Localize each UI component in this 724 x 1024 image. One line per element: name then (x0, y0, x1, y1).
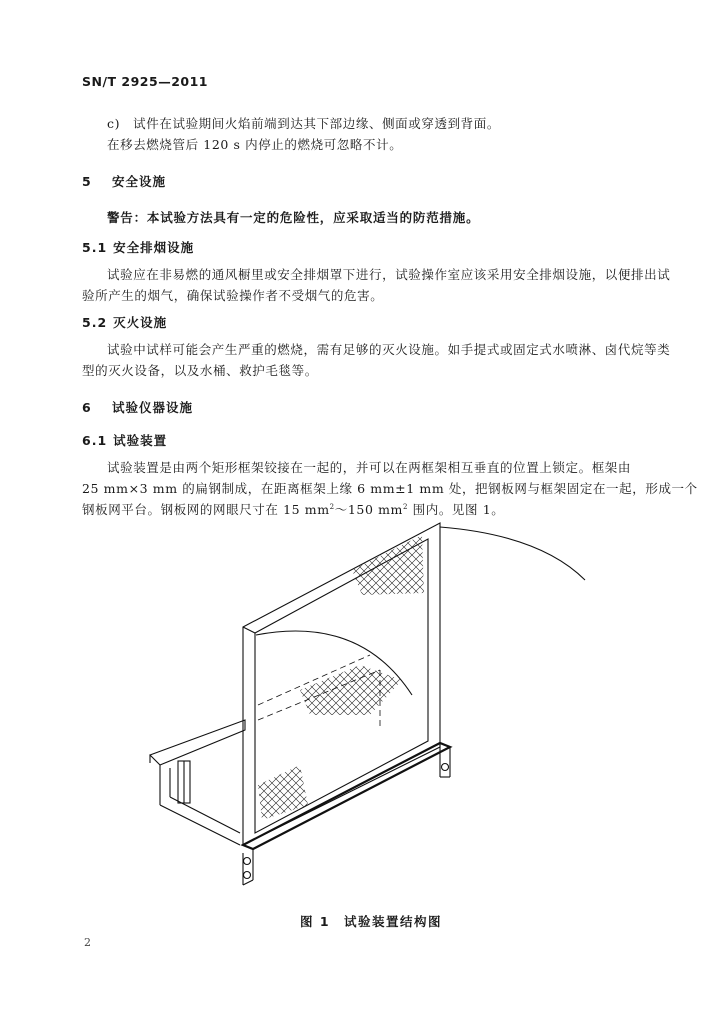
section-6-heading (82, 398, 193, 416)
text-run: 钢板网平台。钢板网的网眼尺寸在 15 mm (82, 502, 330, 517)
paragraph-5-2-line2: 型的灭火设备，以及水桶、救护毛毯等。 (82, 363, 318, 378)
text-run: 围内。见图 1。 (408, 502, 505, 517)
paragraph-5-1-line1: 试验应在非易燃的通风橱里或安全排烟罩下进行，试验操作室应该采用安全排烟设施，以便排出试 (107, 267, 671, 282)
section-number: 5.1 (82, 240, 108, 255)
page-number: 2 (84, 936, 91, 949)
base-frame (150, 720, 245, 845)
section-number: 5.2 (82, 315, 108, 330)
paragraph-6-1-line2: 25 mm×3 mm 的扁钢制成，在距离框架上缘 6 mm±1 mm 处，把钢板网与框架固定在一起，形成一个 (82, 481, 698, 496)
paragraph-ignore: 在移去燃烧管后 120 s 内停止的燃烧可忽略不计。 (107, 137, 403, 152)
hinged-frame-apparatus-figure (140, 515, 600, 895)
superscript: 2 (329, 502, 335, 511)
text-run: ～150 mm (334, 502, 403, 517)
warning-text: 警告：本试验方法具有一定的危险性，应采取适当的防范措施。 (107, 210, 480, 225)
document-header: SN/T 2925—2011 (82, 74, 208, 89)
section-title: 试验仪器设施 (112, 400, 194, 415)
list-item-c: c) 试件在试验期间火焰前端到达其下部边缘、侧面或穿透到背面。 (107, 116, 500, 131)
section-title: 试验装置 (113, 433, 168, 448)
section-title: 灭火设施 (113, 315, 168, 330)
paragraph-5-1-line2: 验所产生的烟气，确保试验操作者不受烟气的危害。 (82, 288, 384, 303)
paragraph-5-2-line1: 试验中试样可能会产生严重的燃烧，需有足够的灭火设施。如手提式或固定式水喷淋、卤代烷等类 (107, 342, 671, 357)
section-5-2-heading (82, 313, 167, 331)
superscript: 2 (402, 502, 409, 511)
section-number: 5 (82, 174, 92, 189)
section-5-1-heading (82, 238, 194, 256)
paragraph-6-1-line1: 试验装置是由两个矩形框架铰接在一起的，并可以在两框架相互垂直的位置上锁定。框架由 (107, 460, 632, 475)
section-number: 6.1 (82, 433, 108, 448)
section-title: 安全排烟设施 (113, 240, 195, 255)
section-title: 安全设施 (112, 174, 167, 189)
section-number: 6 (82, 400, 92, 415)
section-5-heading (82, 172, 166, 190)
section-6-1-heading (82, 431, 167, 449)
swing-arc-outer (440, 527, 585, 580)
figure-caption: 图 1 试验装置结构图 (300, 914, 443, 929)
